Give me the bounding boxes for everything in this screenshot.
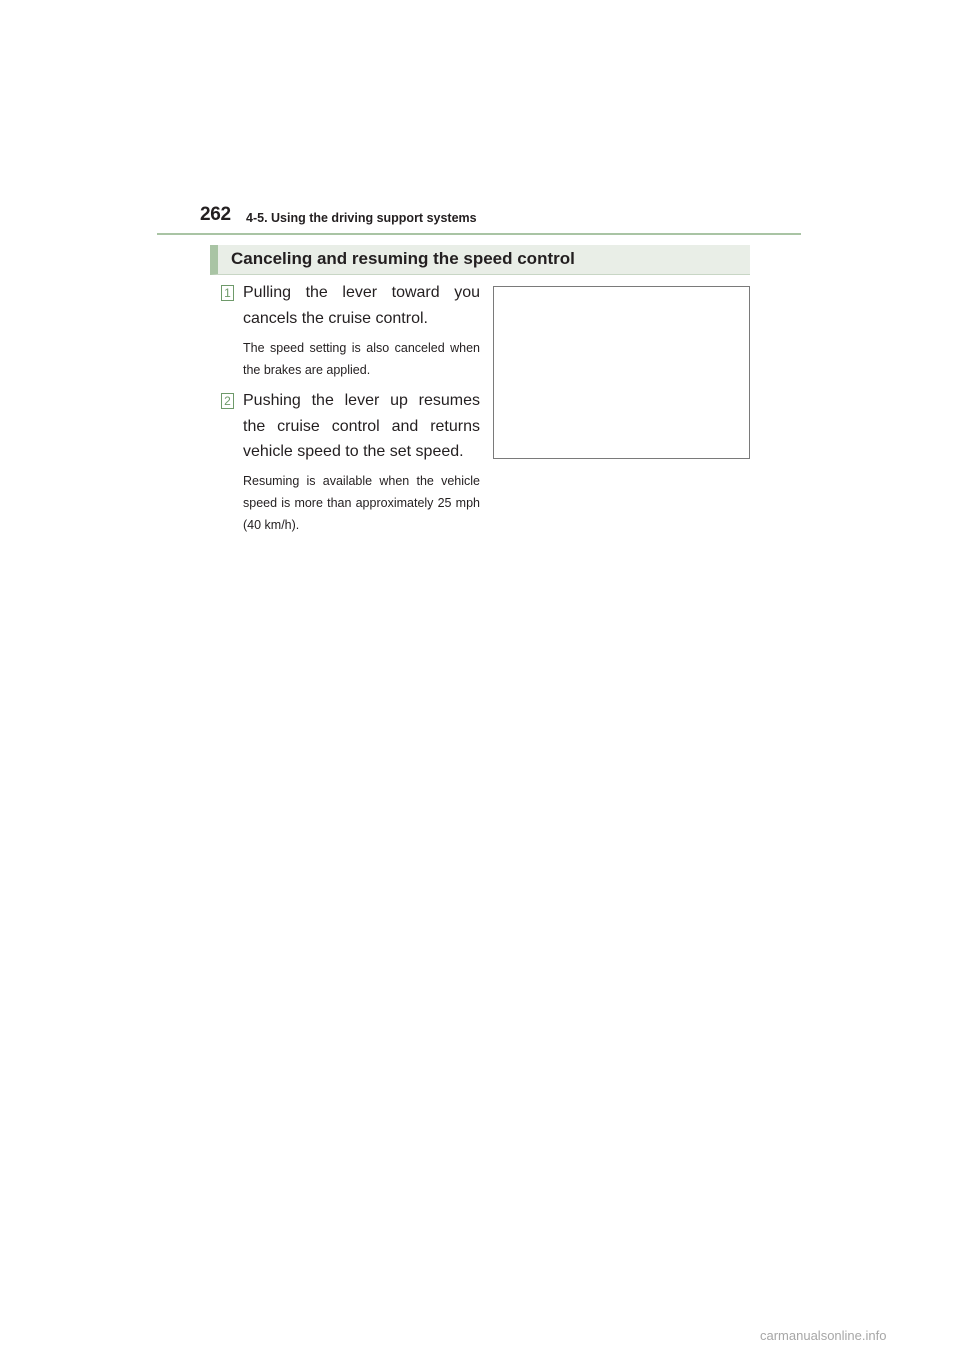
step-1-note: The speed setting is also canceled when the brakes are applied. xyxy=(243,341,480,377)
step-1-text: Pulling the lever toward you cancels the cruise control. xyxy=(243,284,480,327)
step-2-note: Resuming is available when the vehicle speed is more than approximately 25 mph (40 km/h). xyxy=(243,474,480,532)
section-heading xyxy=(210,245,750,275)
cruise-lever-illustration xyxy=(493,286,750,459)
header-divider xyxy=(157,233,801,235)
step-2-marker: 2 xyxy=(221,393,234,409)
step-1-marker: 1 xyxy=(221,285,234,301)
chapter-title: 4-5. Using the driving support systems xyxy=(246,211,477,225)
step-2-text: Pushing the lever up resumes the cruise control and returns vehicle speed to the set speed. xyxy=(243,392,480,460)
watermark: carmanualsonline.info xyxy=(760,1328,887,1343)
page-number: 262 xyxy=(200,204,231,225)
section-title: Canceling and resuming the speed control xyxy=(231,249,575,268)
